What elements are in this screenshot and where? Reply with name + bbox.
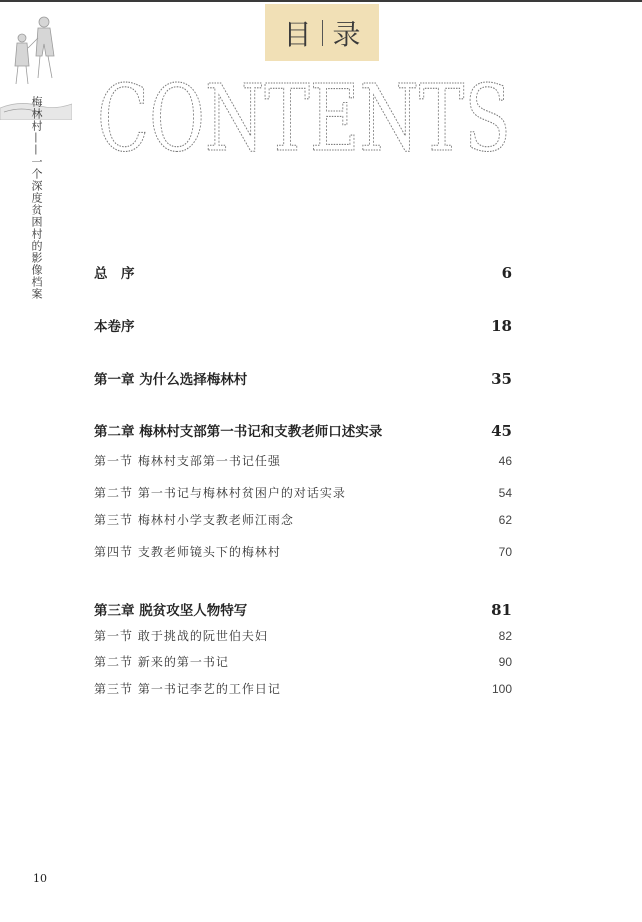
toc-section-row[interactable] xyxy=(94,484,512,501)
toc-chapter-row[interactable] xyxy=(94,368,512,388)
toc-entry-page: 82 xyxy=(498,629,512,643)
title-char-right: 录 xyxy=(332,17,361,51)
contents-word: CONTENTS xyxy=(97,65,511,160)
toc-chapter-row[interactable] xyxy=(94,420,512,440)
toc-entry-page: 35 xyxy=(491,370,512,388)
toc-chapter-row[interactable] xyxy=(94,262,512,282)
toc-chapter-row[interactable] xyxy=(94,315,512,335)
toc-entry-title: 第三章 脱贫攻坚人物特写 xyxy=(94,603,248,619)
toc-entry-title: 第一节 敢于挑战的阮世伯夫妇 xyxy=(94,629,268,643)
toc-entry-page: 6 xyxy=(501,264,512,282)
toc-section-row[interactable] xyxy=(94,653,512,670)
toc-chapter-row[interactable] xyxy=(94,599,512,619)
toc-entry-title: 本卷序 xyxy=(94,319,135,335)
page-number: 10 xyxy=(33,872,47,885)
toc-section-row[interactable] xyxy=(94,511,512,528)
toc-entry-title: 第二节 新来的第一书记 xyxy=(94,655,229,669)
toc-entry-page: 90 xyxy=(498,655,512,669)
toc-entry-page: 45 xyxy=(491,422,512,440)
toc-entry-title: 第一章 为什么选择梅林村 xyxy=(94,372,248,388)
toc-section-row[interactable] xyxy=(94,680,512,697)
toc-section-row[interactable] xyxy=(94,627,512,644)
toc-entry-page: 62 xyxy=(498,513,512,527)
toc-entry-page: 81 xyxy=(491,601,512,619)
toc-entry-title: 第二章 梅林村支部第一书记和支教老师口述实录 xyxy=(94,424,383,440)
title-char-left: 目 xyxy=(283,17,312,51)
toc-section-row[interactable] xyxy=(94,452,512,469)
toc-entry-page: 54 xyxy=(498,486,512,500)
toc-entry-title: 第四节 支教老师镜头下的梅林村 xyxy=(94,545,281,559)
toc-entry-page: 100 xyxy=(491,682,512,696)
toc-entry-title: 第二节 第一书记与梅林村贫困户的对话实录 xyxy=(94,486,346,500)
toc-entry-title: 第一节 梅林村支部第一书记任强 xyxy=(94,454,281,468)
toc-entry-title: 第三节 梅林村小学支教老师江雨念 xyxy=(94,513,294,527)
toc-entry-page: 46 xyxy=(498,454,512,468)
toc-entry-page: 70 xyxy=(498,545,512,559)
toc-entry-title: 第三节 第一书记李艺的工作日记 xyxy=(94,682,281,696)
toc-section-row[interactable] xyxy=(94,543,512,560)
toc-entry-title: 总 序 xyxy=(94,266,135,282)
contents-outline-heading xyxy=(0,0,642,160)
spine-title: 梅林村——一个深度贫困村的影像档案 xyxy=(30,96,43,300)
toc-entry-page: 18 xyxy=(491,317,512,335)
